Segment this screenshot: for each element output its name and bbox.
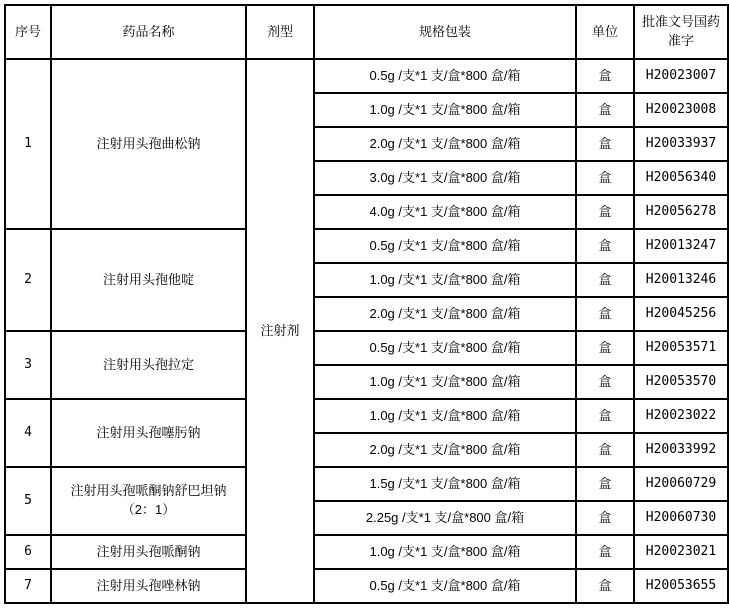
unit-cell: 盒 (576, 399, 634, 433)
unit-cell: 盒 (576, 229, 634, 263)
table-row (5, 467, 728, 501)
spec-cell: 1.0g /支*1 支/盒*800 盒/箱 (314, 365, 576, 399)
col-header-dosage-form: 剂型 (246, 5, 314, 59)
approval-cell: H20013247 (634, 229, 728, 263)
spec-cell: 2.0g /支*1 支/盒*800 盒/箱 (314, 127, 576, 161)
col-header-unit: 单位 (576, 5, 634, 59)
spec-cell: 4.0g /支*1 支/盒*800 盒/箱 (314, 195, 576, 229)
unit-cell: 盒 (576, 467, 634, 501)
unit-cell: 盒 (576, 93, 634, 127)
spec-cell: 0.5g /支*1 支/盒*800 盒/箱 (314, 331, 576, 365)
unit-cell: 盒 (576, 297, 634, 331)
approval-cell: H20033992 (634, 433, 728, 467)
table-row (5, 399, 728, 433)
spec-cell: 1.0g /支*1 支/盒*800 盒/箱 (314, 93, 576, 127)
drug-name-cell: 注射用头孢他啶 (51, 229, 246, 331)
spec-cell: 2.25g /支*1 支/盒*800 盒/箱 (314, 501, 576, 535)
drug-name-cell: 注射用头孢噻肟钠 (51, 399, 246, 467)
spec-cell: 1.0g /支*1 支/盒*800 盒/箱 (314, 399, 576, 433)
drug-name-cell: 注射用头孢拉定 (51, 331, 246, 399)
unit-cell: 盒 (576, 535, 634, 569)
table-row (5, 569, 728, 603)
col-header-spec-packaging: 规格包装 (314, 5, 576, 59)
table-row (5, 59, 728, 93)
approval-cell: H20056340 (634, 161, 728, 195)
spec-cell: 1.0g /支*1 支/盒*800 盒/箱 (314, 535, 576, 569)
table-row (5, 331, 728, 365)
unit-cell: 盒 (576, 263, 634, 297)
unit-cell: 盒 (576, 331, 634, 365)
spec-cell: 2.0g /支*1 支/盒*800 盒/箱 (314, 297, 576, 331)
drug-name-cell: 注射用头孢曲松钠 (51, 59, 246, 229)
approval-cell: H20045256 (634, 297, 728, 331)
unit-cell: 盒 (576, 127, 634, 161)
drug-name-cell: 注射用头孢哌酮钠舒巴坦钠（2：1） (51, 467, 246, 535)
approval-cell: H20060730 (634, 501, 728, 535)
approval-cell: H20013246 (634, 263, 728, 297)
col-header-approval-number: 批准文号国药准字 (634, 5, 728, 59)
approval-cell: H20023007 (634, 59, 728, 93)
unit-cell: 盒 (576, 161, 634, 195)
table-header-row (5, 5, 728, 59)
approval-cell: H20023022 (634, 399, 728, 433)
unit-cell: 盒 (576, 59, 634, 93)
approval-cell: H20060729 (634, 467, 728, 501)
approval-cell: H20053570 (634, 365, 728, 399)
approval-cell: H20023008 (634, 93, 728, 127)
seq-cell: 6 (5, 535, 51, 569)
seq-cell: 5 (5, 467, 51, 535)
drug-name-cell: 注射用头孢唑林钠 (51, 569, 246, 603)
spec-cell: 1.5g /支*1 支/盒*800 盒/箱 (314, 467, 576, 501)
dosage-form-cell: 注射剂 (246, 59, 314, 603)
seq-cell: 7 (5, 569, 51, 603)
spec-cell: 0.5g /支*1 支/盒*800 盒/箱 (314, 569, 576, 603)
spec-cell: 3.0g /支*1 支/盒*800 盒/箱 (314, 161, 576, 195)
table-row (5, 229, 728, 263)
approval-cell: H20033937 (634, 127, 728, 161)
col-header-drug-name: 药品名称 (51, 5, 246, 59)
unit-cell: 盒 (576, 433, 634, 467)
approval-cell: H20023021 (634, 535, 728, 569)
unit-cell: 盒 (576, 195, 634, 229)
table-row (5, 535, 728, 569)
approval-cell: H20053655 (634, 569, 728, 603)
seq-cell: 1 (5, 59, 51, 229)
drug-approval-table (4, 4, 729, 604)
unit-cell: 盒 (576, 501, 634, 535)
seq-cell: 3 (5, 331, 51, 399)
spec-cell: 0.5g /支*1 支/盒*800 盒/箱 (314, 229, 576, 263)
seq-cell: 4 (5, 399, 51, 467)
spec-cell: 0.5g /支*1 支/盒*800 盒/箱 (314, 59, 576, 93)
spec-cell: 1.0g /支*1 支/盒*800 盒/箱 (314, 263, 576, 297)
unit-cell: 盒 (576, 569, 634, 603)
approval-cell: H20053571 (634, 331, 728, 365)
seq-cell: 2 (5, 229, 51, 331)
col-header-seq: 序号 (5, 5, 51, 59)
spec-cell: 2.0g /支*1 支/盒*800 盒/箱 (314, 433, 576, 467)
approval-cell: H20056278 (634, 195, 728, 229)
unit-cell: 盒 (576, 365, 634, 399)
drug-name-cell: 注射用头孢哌酮钠 (51, 535, 246, 569)
